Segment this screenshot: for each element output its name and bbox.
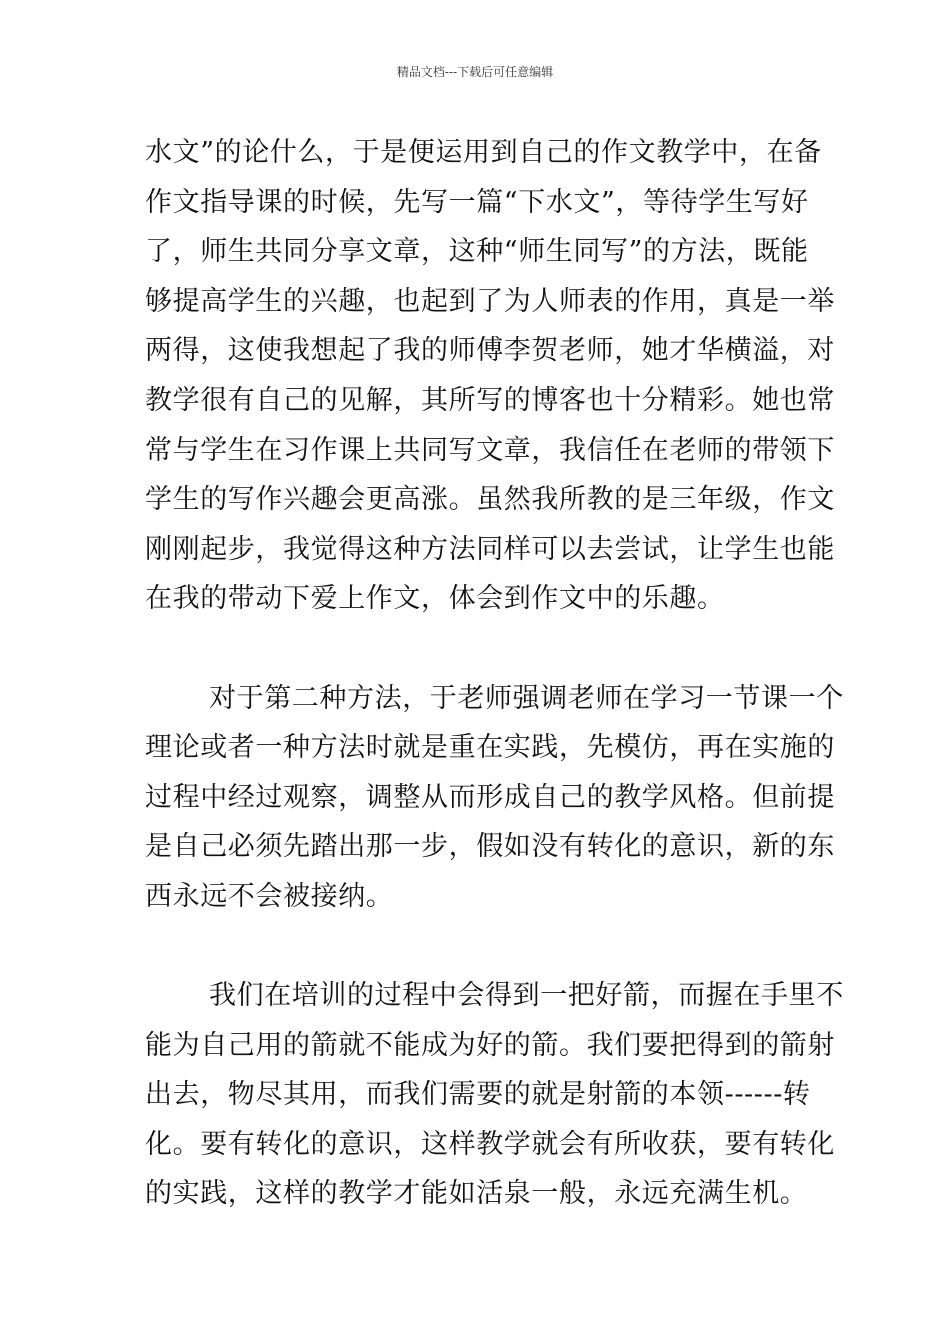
text-line: 我们在培训的过程中会得到一把好箭，而握在手里不 bbox=[209, 980, 844, 1012]
text-line: 是自己必须先踏出那一步，假如没有转化的意识，新的东 bbox=[145, 831, 835, 863]
text-line: 化。要有转化的意识，这样教学就会有所收获，要有转化 bbox=[145, 1128, 835, 1160]
text-line: 常与学生在习作课上共同写文章，我信任在老师的带领下 bbox=[145, 434, 835, 466]
text-line: 理论或者一种方法时就是重在实践，先模仿，再在实施的 bbox=[145, 732, 835, 764]
text-line: 教学很有自己的见解，其所写的博客也十分精彩。她也常 bbox=[145, 384, 835, 416]
text-line: 够提高学生的兴趣，也起到了为人师表的作用，真是一举 bbox=[145, 285, 835, 317]
text-line: 西永远不会被接纳。 bbox=[145, 880, 394, 912]
text-line: 在我的带动下爱上作文，体会到作文中的乐趣。 bbox=[145, 583, 725, 615]
text-line: 过程中经过观察，调整从而形成自己的教学风格。但前提 bbox=[145, 781, 835, 813]
paragraph-gap bbox=[145, 922, 810, 972]
text-line: 学生的写作兴趣会更高涨。虽然我所教的是三年级，作文 bbox=[145, 484, 835, 516]
paragraph-gap bbox=[145, 624, 810, 674]
paragraph-3 bbox=[145, 971, 844, 1219]
text-line: 出去，物尽其用，而我们需要的就是射箭的本领------转 bbox=[145, 1079, 811, 1111]
text-line: 对于第二种方法，于老师强调老师在学习一节课一个 bbox=[209, 682, 844, 714]
document-body bbox=[145, 128, 844, 1219]
text-line: 两得，这使我想起了我的师傅李贺老师，她才华横溢，对 bbox=[145, 335, 835, 367]
text-line: 作文指导课的时候，先写一篇“下水文”，等待学生写好 bbox=[145, 186, 809, 218]
paragraph-2 bbox=[145, 674, 844, 922]
text-line: 刚刚起步，我觉得这种方法同样可以去尝试，让学生也能 bbox=[145, 533, 835, 565]
text-line: 水文”的论什么，于是便运用到自己的作文教学中，在备 bbox=[145, 137, 822, 168]
text-line: 能为自己用的箭就不能成为好的箭。我们要把得到的箭射 bbox=[145, 1029, 835, 1061]
paragraph-1 bbox=[145, 128, 835, 624]
text-line: 了，师生共同分享文章，这种“师生同写”的方法，既能 bbox=[145, 236, 809, 268]
text-line: 的实践，这样的教学才能如活泉一般，永远充满生机。 bbox=[145, 1178, 808, 1210]
page-header: 精品文档---下载后可任意编辑 bbox=[396, 65, 554, 79]
